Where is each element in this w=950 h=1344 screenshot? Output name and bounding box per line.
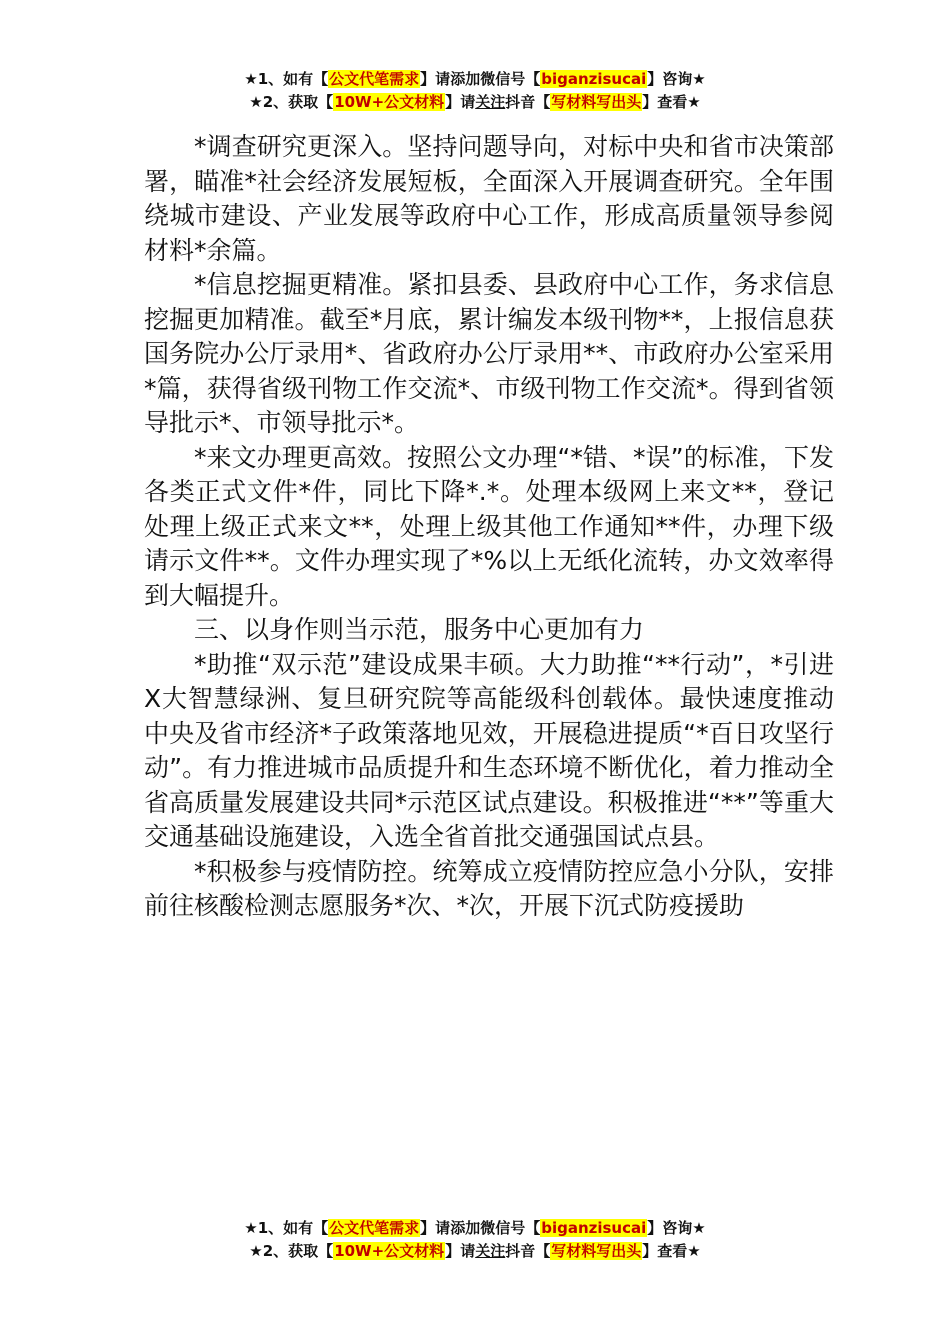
banner-text: 】请 — [420, 1219, 451, 1237]
banner-line-1 — [0, 1217, 950, 1240]
paragraph-epidemic-control: *积极参与疫情防控。统筹成立疫情防控应急小分队，安排前往核酸检测志愿服务*次、*次，开展下沉式防疫援助 — [144, 856, 834, 920]
banner-text: 抖音【 — [505, 1242, 551, 1260]
banner-highlight: biganzisucai — [541, 1219, 647, 1237]
paragraph-research: *调查研究更深入。坚持问题导向，对标中央和省市决策部署，瞄准*社会经济发展短板，全面深入开展调查研究。全年围绕城市建设、产业发展等政府中心工作，形成高质量领导参阅材料*余篇。 — [144, 132, 834, 265]
banner-emphasis: 添加 — [450, 1219, 481, 1237]
banner-line-2 — [0, 1240, 950, 1263]
banner-highlight: 10W+公文材料 — [334, 93, 445, 111]
paragraph-demonstration: *助推“双示范”建设成果丰硕。大力助推“**行动”，*引进X大智慧绿洲、复旦研究院等高能级科创载体。最快速度推动中央及省市经济*子政策落地见效，开展稳进提质“*百日攻坚行动”。有力推进城市品质提升和生态环境不断优化，着力推动全省高质量发展建设共同*示范区试点建设。积极推进“**”等重大交通基础设施建设，入选全省首批交通强国试点县。 — [144, 649, 834, 851]
banner-text: 】咨询★ — [647, 1219, 706, 1237]
banner-text: 】查看★ — [642, 1242, 701, 1260]
banner-text: 】查看★ — [642, 93, 701, 111]
section-heading: 三、以身作则当示范，服务中心更加有力 — [194, 615, 645, 644]
banner-text: ★1、如有【 — [244, 1219, 329, 1237]
banner-text: ★2、获取【 — [249, 93, 334, 111]
banner-text: 微信号【 — [480, 70, 541, 88]
banner-emphasis: 关注 — [475, 1242, 506, 1260]
banner-text: ★2、获取【 — [249, 1242, 334, 1260]
banner-line-2 — [0, 91, 950, 114]
footer-banner — [0, 1217, 950, 1263]
banner-highlight: 写材料写出头 — [551, 93, 642, 111]
banner-text: 】请 — [420, 70, 451, 88]
banner-text: 抖音【 — [505, 93, 551, 111]
banner-text: 】请 — [445, 93, 476, 111]
banner-text: ★1、如有【 — [244, 70, 329, 88]
banner-highlight: 公文代笔需求 — [329, 1219, 420, 1237]
banner-highlight: 10W+公文材料 — [334, 1242, 445, 1260]
paragraph-document-handling: *来文办理更高效。按照公文办理“*错、*误”的标准，下发各类正式文件*件，同比下降*.*。处理本级网上来文**，登记处理上级正式来文**，处理上级其他工作通知**件，办理下级请示文件**。文件办理实现了*%以上无纸化流转，办文效率得到大幅提升。 — [144, 442, 834, 610]
banner-text: 】咨询★ — [647, 70, 706, 88]
banner-highlight: 写材料写出头 — [551, 1242, 642, 1260]
banner-text: 】请 — [445, 1242, 476, 1260]
banner-highlight: 公文代笔需求 — [329, 70, 420, 88]
paragraph-information: *信息挖掘更精准。紧扣县委、县政府中心工作，务求信息挖掘更加精准。截至*月底，累计编发本级刊物**，上报信息获国务院办公厅录用*、省政府办公厅录用**、市政府办公室采用*篇，获得省级刊物工作交流*、市级刊物工作交流*。得到省领导批示*、市领导批示*。 — [144, 270, 834, 437]
banner-line-1 — [0, 68, 950, 91]
document-body — [144, 130, 834, 924]
banner-emphasis: 添加 — [450, 70, 481, 88]
banner-emphasis: 关注 — [475, 93, 506, 111]
header-banner — [0, 68, 950, 114]
banner-highlight: biganzisucai — [541, 70, 647, 88]
banner-text: 微信号【 — [480, 1219, 541, 1237]
